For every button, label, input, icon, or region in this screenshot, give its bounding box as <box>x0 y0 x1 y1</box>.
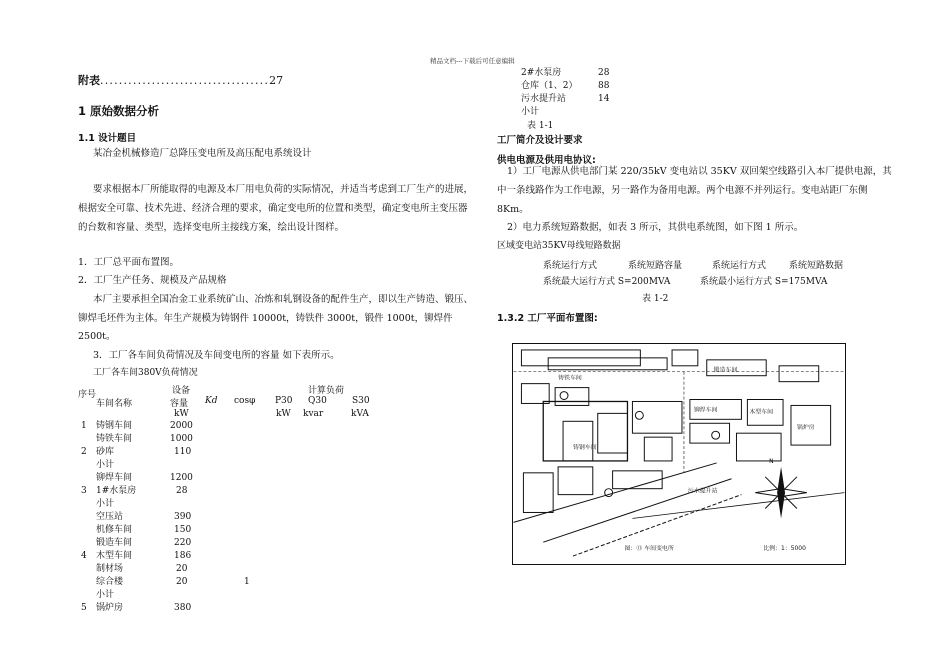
short-header-2: 系统短路容量 <box>628 261 683 271</box>
row-name: 制材场 <box>96 564 124 574</box>
short-header-1: 系统运行方式 <box>543 261 598 271</box>
table-row <box>78 420 378 432</box>
row-name: 空压站 <box>96 512 124 522</box>
table-row <box>78 459 378 471</box>
col-header-cap-3: kW <box>174 409 189 419</box>
row-no: 2 <box>81 447 87 457</box>
col-header-no: 序号 <box>78 390 97 400</box>
row-name: 锅炉房 <box>96 603 124 613</box>
plan-legend: 图：⑪ 车间变电所 <box>624 545 674 553</box>
col-header-p30-unit: kW <box>276 409 291 419</box>
row-cap: 28 <box>176 486 188 496</box>
row-name: 小计 <box>521 107 540 117</box>
col-header-s30-unit: kVA <box>351 409 369 419</box>
col-header-cos: cosφ <box>234 396 256 406</box>
plan-label-zhugang: 铸钢车间 <box>572 444 597 452</box>
row-cap: 88 <box>598 81 610 91</box>
col-header-calc: 计算负荷 <box>308 386 345 396</box>
short-circuit-table-title: 区域变电站35KV母线短路数据 <box>497 241 621 251</box>
col-header-q30-unit: kvar <box>303 409 324 419</box>
row-cap: 1200 <box>170 473 193 483</box>
row-name: 木型车间 <box>96 551 133 561</box>
row-name: 锻造车间 <box>96 538 133 548</box>
row-name: 仓库（1、2） <box>521 81 578 91</box>
row-name: 砂库 <box>96 447 115 457</box>
supply-para-line-2: 中一条线路作为工作电源，另一路作为备用电源。两个电源不并列运行。变电站距厂东侧 <box>497 185 868 196</box>
section-1-title: 1 原始数据分析 <box>78 104 160 118</box>
row-cap: 1000 <box>170 434 193 444</box>
factory-plan-svg <box>513 344 845 564</box>
table-row <box>78 524 378 536</box>
table-row <box>78 498 378 510</box>
short-circuit-para: 2）电力系统短路数据，如表 3 所示，其供电系统图，如下图 1 所示。 <box>507 222 804 233</box>
col-header-kd: Kd <box>205 396 218 406</box>
power-supply-title: 供电电源及供用电协议: <box>497 155 596 166</box>
row-name: 铆焊车间 <box>96 473 133 483</box>
factory-layout-plan <box>512 343 846 565</box>
row-name: 小计 <box>96 460 115 470</box>
row-cap: 380 <box>174 603 192 613</box>
table-row <box>78 550 378 562</box>
row-no: 4 <box>81 551 87 561</box>
col-header-p30: P30 <box>275 396 293 406</box>
row-no: 5 <box>81 603 87 613</box>
plan-label-road: 污水提升站 <box>687 487 718 495</box>
col-header-cap-1: 设备 <box>172 386 191 396</box>
table-1-1-caption: 表 1-1 <box>527 121 554 131</box>
short-header-4: 系统短路数据 <box>789 261 844 271</box>
row-cap: 20 <box>176 564 188 574</box>
supply-para-line-1: 1）工厂电源从供电部门某 220/35kV 变电站以 35KV 双回架空线路引入本厂提供电源，其 <box>507 166 892 177</box>
table-row <box>78 472 378 484</box>
list-item-1: 1．工厂总平面布置图。 <box>78 257 180 268</box>
plan-label-guolu: 锅炉房 <box>796 424 815 432</box>
row-no: 3 <box>81 486 87 496</box>
plan-label-muxing: 木型车间 <box>749 408 774 416</box>
north-arrow-icon <box>755 467 807 519</box>
requirements-line-3: 的台数和容量、类型，选择变电所主接线方案，绘出设计图样。 <box>78 222 345 233</box>
list-item-2: 2．工厂生产任务、规模及产品规格 <box>78 275 227 286</box>
table-row <box>78 511 378 523</box>
short-row-max: 系统最大运行方式 S=200MVA <box>543 277 671 287</box>
list-item-3: 3．工厂各车间负荷情况及车间变电所的容量 如下表所示。 <box>93 350 340 361</box>
product-para-line-3: 2500t。 <box>78 331 116 342</box>
toc-entry[interactable] <box>78 72 283 88</box>
toc-dots: .................................... <box>100 74 270 87</box>
row-name: 污水提升站 <box>521 94 567 104</box>
plan-title: 1.3.2 工厂平面布置图: <box>497 313 598 324</box>
col-header-cap-2: 容量 <box>170 399 189 409</box>
row-cap: 28 <box>598 68 610 78</box>
table-row <box>521 93 641 106</box>
table-row <box>78 485 378 497</box>
table-row <box>78 589 378 601</box>
row-cap: 14 <box>598 94 610 104</box>
supply-para-line-3: 8Km。 <box>497 204 529 215</box>
row-cap: 2000 <box>170 421 193 431</box>
page-header-note: 精品文档---下载后可任意编辑 <box>430 57 515 65</box>
row-name: 小计 <box>96 499 115 509</box>
row-no: 1 <box>81 421 87 431</box>
col-header-name: 车间名称 <box>96 399 133 409</box>
table-row <box>78 563 378 575</box>
row-name: 综合楼 <box>96 577 124 587</box>
table-row <box>78 433 378 445</box>
section-1-1-title: 1.1 设计题目 <box>78 133 137 144</box>
short-header-3: 系统运行方式 <box>712 261 767 271</box>
row-name: 2#水泵房 <box>521 68 562 78</box>
factory-intro-title: 工厂简介及设计要求 <box>497 135 583 146</box>
row-name: 1#水泵房 <box>96 486 137 496</box>
col-header-s30: S30 <box>352 396 370 406</box>
design-topic: 某冶金机械修造厂总降压变电所及高压配电系统设计 <box>93 148 312 159</box>
table-row <box>78 576 378 588</box>
table-row <box>78 537 378 549</box>
load-table-caption: 工厂各车间380V负荷情况 <box>93 368 198 378</box>
plan-scale: 比例：1：5000 <box>763 545 806 553</box>
row-name: 小计 <box>96 590 115 600</box>
plan-label-zhutie: 铸铁车间 <box>558 374 582 382</box>
toc-label: 附表 <box>78 74 100 87</box>
table-row <box>78 602 378 614</box>
product-para-line-1: 本厂主要承担全国冶金工业系统矿山、冶炼和轧钢设备的配件生产，即以生产铸造、锻压、 <box>93 294 474 305</box>
product-para-line-2: 铆焊毛坯件为主体。年生产规模为铸钢件 10000t，铸铁件 3000t，锻件 1000t，铆焊件 <box>78 313 453 324</box>
table-row <box>78 446 378 458</box>
requirements-line-1: 要求根据本厂所能取得的电源及本厂用电负荷的实际情况，并适当考虑到工厂生产的进展， <box>93 184 474 195</box>
row-name: 铸钢车间 <box>96 421 133 431</box>
row-cap: 186 <box>174 551 192 561</box>
row-cap: 110 <box>174 447 192 457</box>
plan-label-duanzao: 锻造车间 <box>713 366 738 374</box>
col-header-q30: Q30 <box>308 396 327 406</box>
table-row <box>521 67 641 80</box>
requirements-line-2: 根据安全可靠、技术先进、经济合理的要求，确定变电所的位置和类型，确定变电所主变压器 <box>78 203 468 214</box>
row-cap: 150 <box>174 525 192 535</box>
plan-label-maohan: 铆焊车间 <box>693 406 718 414</box>
row-name: 机修车间 <box>96 525 133 535</box>
toc-page: 27 <box>269 74 284 87</box>
row-cap: 20 <box>176 577 188 587</box>
table-row <box>521 80 641 93</box>
plan-north: N <box>769 457 774 465</box>
row-extra: 1 <box>244 577 250 587</box>
row-cap: 390 <box>174 512 192 522</box>
row-cap: 220 <box>174 538 192 548</box>
table-1-2-caption: 表 1-2 <box>642 294 669 304</box>
row-name: 铸铁车间 <box>96 434 133 444</box>
short-row-min: 系统最小运行方式 S=175MVA <box>700 277 828 287</box>
